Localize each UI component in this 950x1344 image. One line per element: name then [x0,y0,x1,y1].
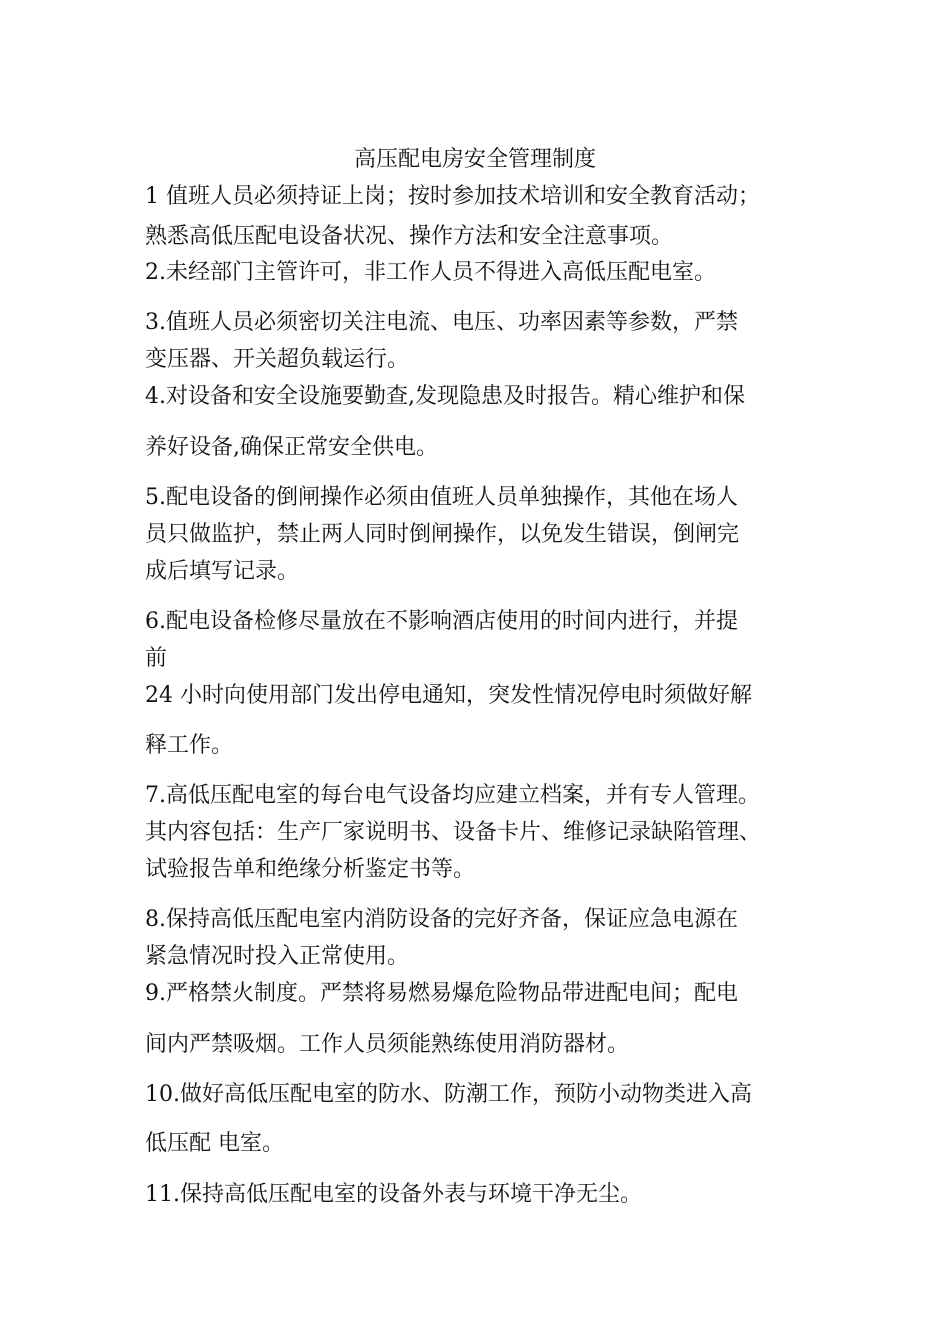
text-line: 成后填写记录。 [145,559,300,584]
text-line: 员只做监护，禁止两人同时倒闸操作，以免发生错误，倒闸完 [145,522,740,547]
text-line: 养好设备,确保正常安全供电。 [145,435,438,460]
text-line: 5.配电设备的倒闸操作必须由值班人员单独操作，其他在场人 [145,485,738,510]
text-line: 间内严禁吸烟。工作人员须能熟练使用消防器材。 [145,1032,630,1057]
text-line: 前 [145,646,168,671]
text-line: 6.配电设备检修尽量放在不影响酒店使用的时间内进行，并提 [145,609,738,634]
text-line: 2.未经部门主管许可，非工作人员不得进入高低压配电室。 [145,260,716,285]
text-line: 其内容包括：生产厂家说明书、设备卡片、维修记录缺陷管理、 [145,820,762,845]
text-line: 8.保持高低压配电室内消防设备的完好齐备，保证应急电源在 [145,907,738,932]
document-title: 高压配电房安全管理制度 [353,147,596,172]
text-line: 释工作。 [145,733,234,758]
text-line: 11.保持高低压配电室的设备外表与环境干净无尘。 [145,1182,642,1207]
text-line: 低压配 电室。 [145,1131,284,1156]
text-line: 3.值班人员必须密切关注电流、电压、功率因素等参数，严禁 [145,310,738,335]
text-line: 7.高低压配电室的每台电气设备均应建立档案，并有专人管理。 [145,783,760,808]
text-line: 变压器、开关超负载运行。 [145,347,410,372]
text-line: 熟悉高低压配电设备状况、操作方法和安全注意事项。 [145,224,674,249]
text-line: 10.做好高低压配电室的防水、防潮工作，预防小动物类进入高 [145,1082,752,1107]
text-line: 1 值班人员必须持证上岗；按时参加技术培训和安全教育活动； [145,184,760,209]
text-line: 24 小时向使用部门发出停电通知，突发性情况停电时须做好解 [145,683,752,708]
text-line: 9.严格禁火制度。严禁将易燃易爆危险物品带进配电间；配电 [145,981,738,1006]
text-line: 试验报告单和绝缘分析鉴定书等。 [145,857,476,882]
text-line: 紧急情况时投入正常使用。 [145,944,410,969]
text-line: 4.对设备和安全设施要勤查,发现隐患及时报告。精心维护和保 [145,384,745,409]
